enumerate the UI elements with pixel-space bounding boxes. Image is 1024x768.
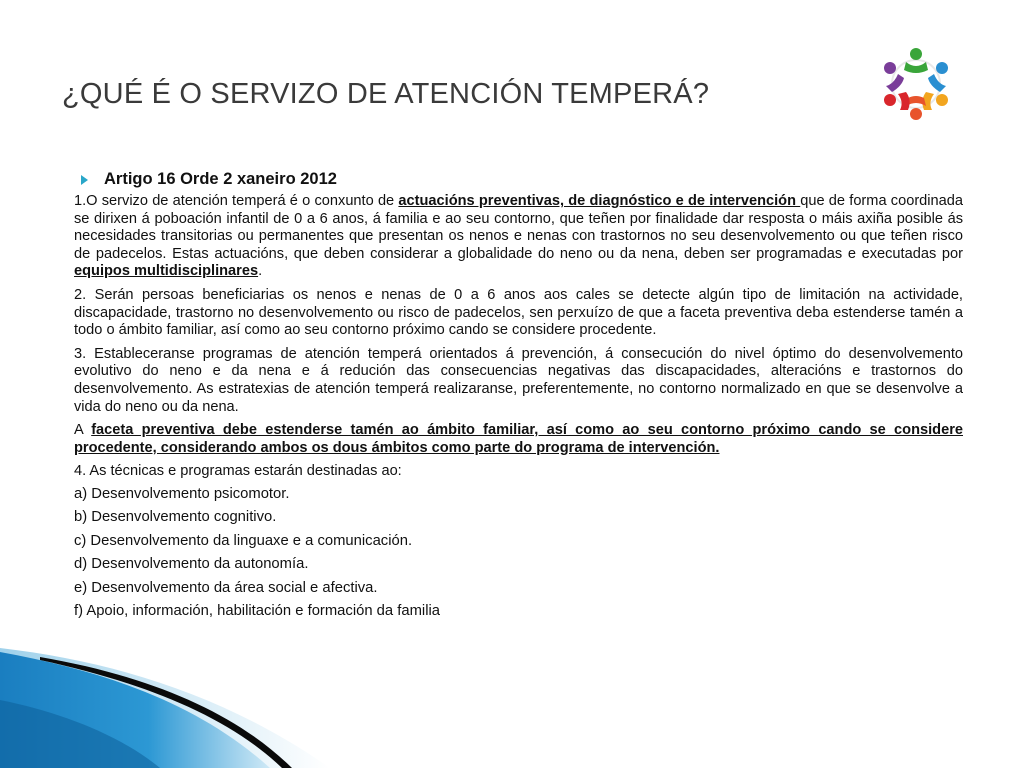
p1-underline-1: actuacións preventivas, de diagnóstico e de intervención: [398, 193, 801, 209]
article-text: [74, 193, 963, 624]
page-title: ¿QUÉ É O SERVIZO DE ATENCIÓN TEMPERÁ?: [62, 78, 710, 110]
paragraph-2: 2. Serán persoas beneficiarias os nenos e nenas de 0 a 6 anos aos cales se detecte algún tipo de limitación na actividade, discapacidade, trastorno no desenvolvemento ou risco de padecelos, sen perxuízo de que a faceta preventiva deba estenderse tamén a todo o ámbito familiar, así como ao seu contorno próximo cando se considere procedente.: [74, 286, 963, 339]
p1-text-c: .: [258, 263, 263, 280]
p4-text-a: A: [74, 422, 92, 439]
list-item: c) Desenvolvemento da linguaxe e a comunicación.: [74, 532, 413, 549]
technique-list: [74, 483, 963, 624]
list-item: b) Desenvolvemento cognitivo.: [74, 509, 277, 526]
list-item: e) Desenvolvemento da área social e afectiva.: [74, 579, 378, 596]
paragraph-5: 4. As técnicas e programas estarán destinadas ao:: [74, 463, 402, 480]
p4-underline: faceta preventiva debe estenderse tamén ao ámbito familiar, así como ao seu contorno próximo cando se considere procedente, considerando ambos os dous ámbitos como parte do programa de intervención.: [74, 422, 963, 456]
list-item: a) Desenvolvemento psicomotor.: [74, 485, 290, 502]
people-circle-logo-icon: [876, 44, 956, 124]
triangle-bullet-icon: [78, 174, 90, 186]
list-item: f) Apoio, información, habilitación e formación da familia: [74, 603, 440, 620]
p1-text-b: que de forma coordinada se dirixen á poboación infantil de 0 a 6 anos, á familia e ao seu contorno, que teñen por finalidade dar resposta o máis axiña posible ás necesidades transitorias ou permanentes que presentan os nenos e nenas con trastornos no seu desenvolvemento ou que teñen risco de padecelos. Estas actuacións, que deben considerar a globalidade do neno ou da nena, deben ser programadas e executadas por: [74, 193, 964, 262]
p1-text-a: 1.O servizo de atención temperá é o conxunto de: [74, 193, 399, 209]
bullet-heading: [78, 170, 337, 189]
bullet-label: Artigo 16 Orde 2 xaneiro 2012: [104, 170, 337, 188]
paragraph-1: [74, 193, 963, 281]
list-item: d) Desenvolvemento da autonomía.: [74, 556, 309, 573]
paragraph-4: [74, 422, 963, 457]
p1-underline-2: equipos multidisciplinares: [74, 263, 259, 280]
paragraph-3: 3. Estableceranse programas de atención temperá orientados á prevención, á consecución do nivel óptimo do desenvolvemento evolutivo do neno e da nena e á redución das consecuencias negativas das discapacidades, alteracións e trastornos do desenvolvemento. As estratexias de atención temperá realizaranse, preferentemente, no contorno normalizado en que se desenvolve a vida do neno ou da nena.: [74, 345, 963, 415]
